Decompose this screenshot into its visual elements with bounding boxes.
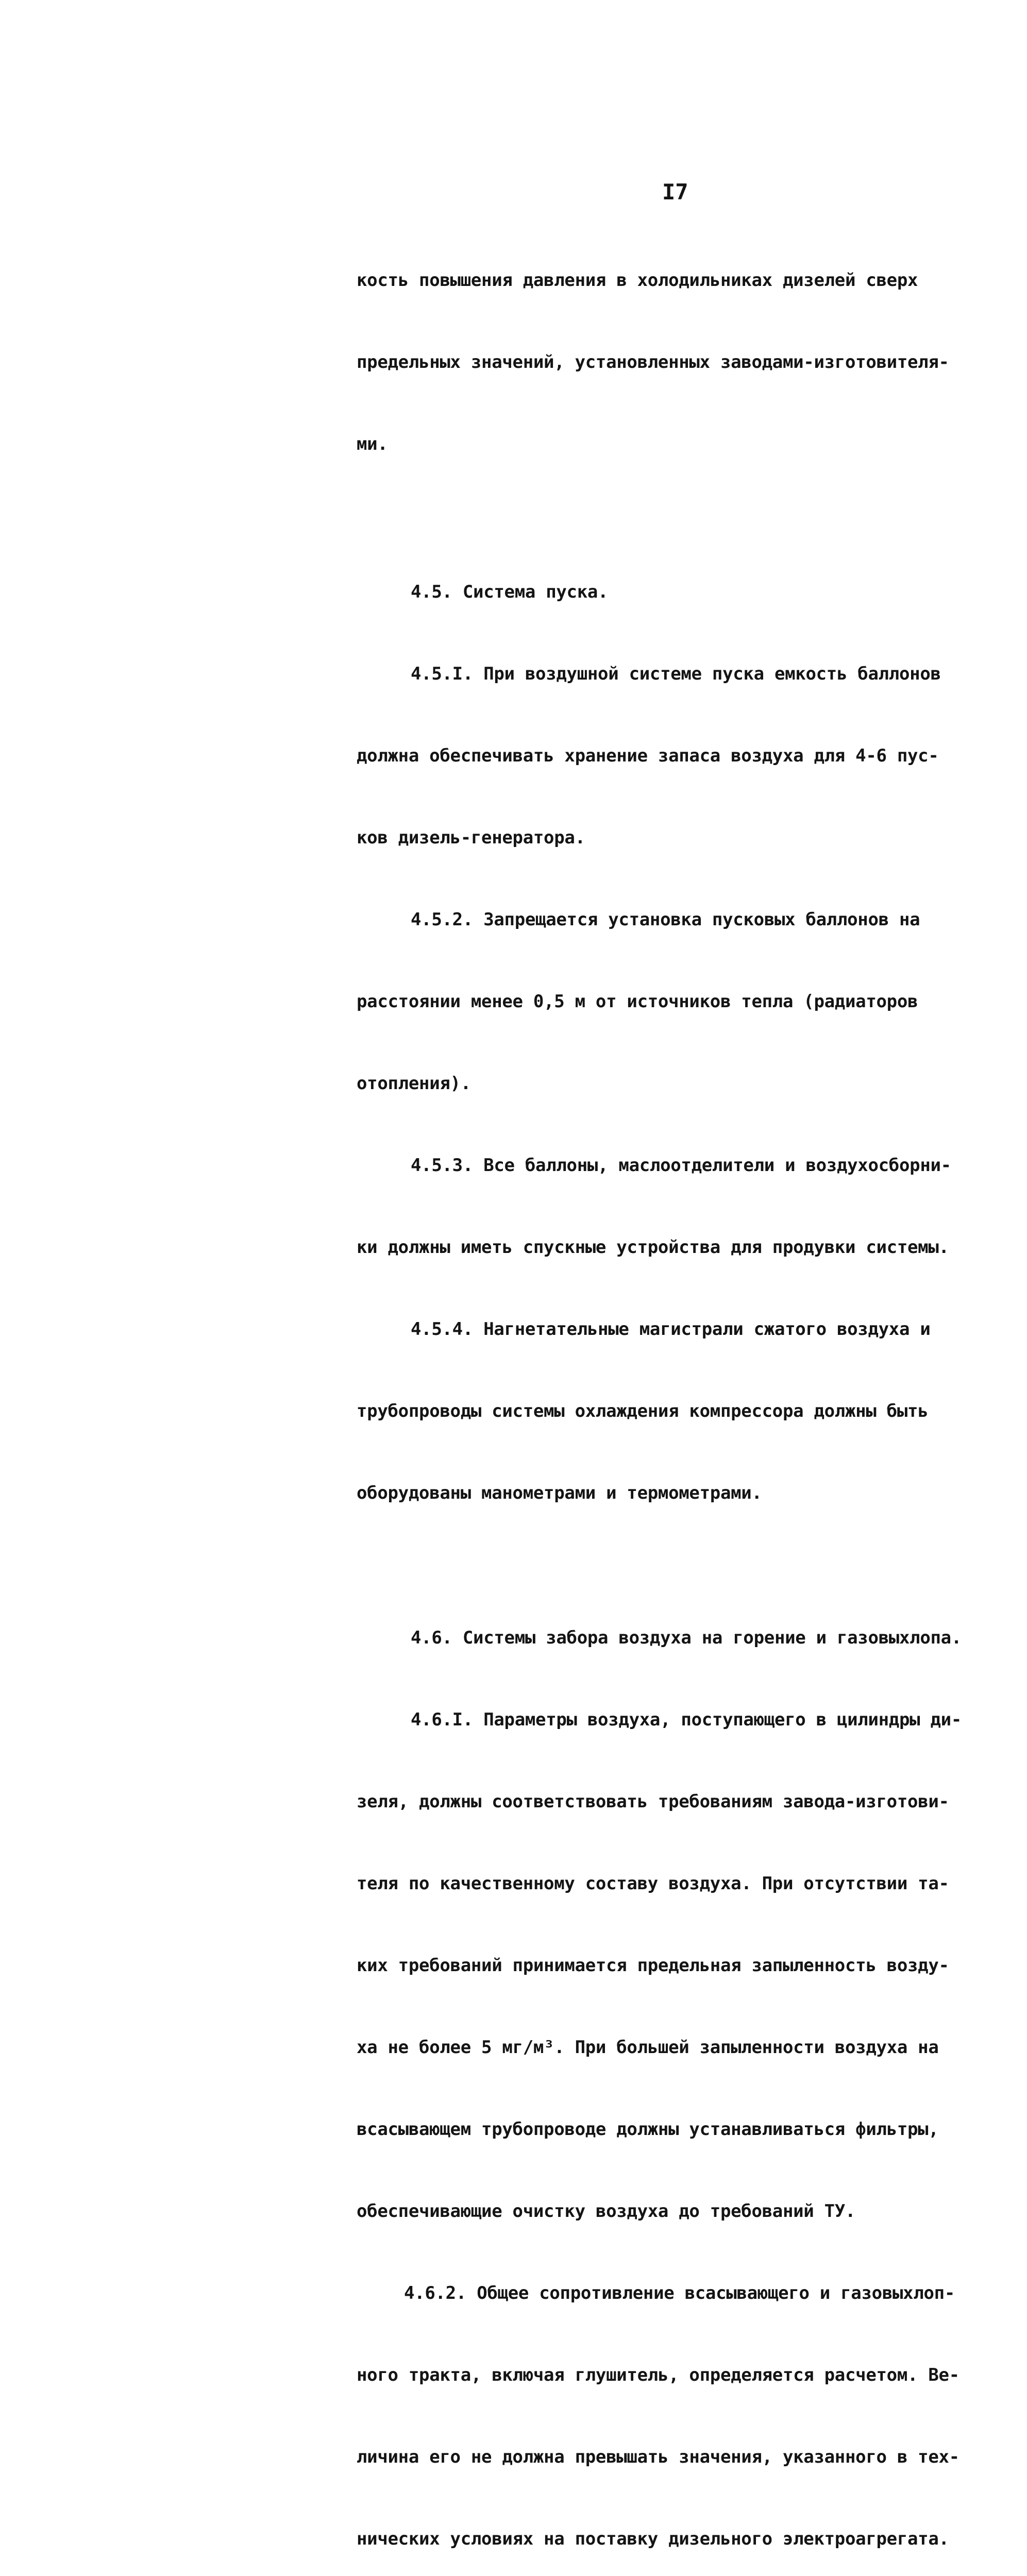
text-line: 4.6.I. Параметры воздуха, поступающего в цилиндры ди- bbox=[411, 1709, 962, 1730]
text-line: должна обеспечивать хранение запаса воздуха для 4-6 пус- bbox=[357, 745, 939, 766]
text-line: личина его не должна превышать значения, указанного в тех- bbox=[357, 2447, 959, 2467]
text-line: нических условиях на поставку дизельного электроагрегата. bbox=[357, 2529, 949, 2549]
text-line: 4.5.I. При воздушной системе пуска емкость баллонов bbox=[411, 664, 941, 684]
text-line: трубопроводы системы охлаждения компрессора должны быть bbox=[357, 1401, 929, 1421]
page-number: I7 bbox=[662, 179, 688, 205]
text-line: отопления). bbox=[357, 1073, 471, 1094]
text-line: оборудованы манометрами и термометрами. bbox=[357, 1483, 762, 1503]
text-line: ки должны иметь спускные устройства для продувки системы. bbox=[357, 1237, 949, 1258]
section-heading: 4.6. Системы забора воздуха на горение и газовыхлопа. bbox=[411, 1628, 962, 1648]
text-line: ков дизель-генератора. bbox=[357, 827, 585, 848]
text-line: обеспечивающие очистку воздуха до требований ТУ. bbox=[357, 2201, 856, 2222]
text-line: ких требований принимается предельная запыленность возду- bbox=[357, 1955, 949, 1976]
text-line: 4.5.3. Все баллоны, маслоотделители и воздухосборни- bbox=[411, 1155, 951, 1176]
text-line: ми. bbox=[357, 434, 388, 454]
text-line: всасывающем трубопроводе должны устанавливаться фильтры, bbox=[357, 2119, 939, 2140]
text-line: теля по качественному составу воздуха. При отсутствии та- bbox=[357, 1873, 949, 1894]
text-line: предельных значений, установленных заводами-изготовителя- bbox=[357, 352, 949, 372]
section-heading: 4.5. Система пуска. bbox=[411, 582, 609, 602]
text-line: 4.5.2. Запрещается установка пусковых баллонов на bbox=[411, 909, 920, 930]
text-line: 4.5.4. Нагнетательные магистрали сжатого воздуха и bbox=[411, 1319, 931, 1340]
body-text bbox=[357, 212, 972, 2576]
text-line: расстоянии менее 0,5 м от источников тепла (радиаторов bbox=[357, 991, 918, 1012]
text-line: ха не более 5 мг/м³. При большей запыленности воздуха на bbox=[357, 2037, 939, 2058]
text-line: зеля, должны соответствовать требованиям завода-изготови- bbox=[357, 1791, 949, 1812]
text-line: ного тракта, включая глушитель, определяется расчетом. Ве- bbox=[357, 2365, 959, 2385]
text-line: 4.6.2. Общее сопротивление всасывающего и газовыхлоп- bbox=[404, 2283, 955, 2303]
text-line: кость повышения давления в холодильниках дизелей сверх bbox=[357, 270, 918, 291]
